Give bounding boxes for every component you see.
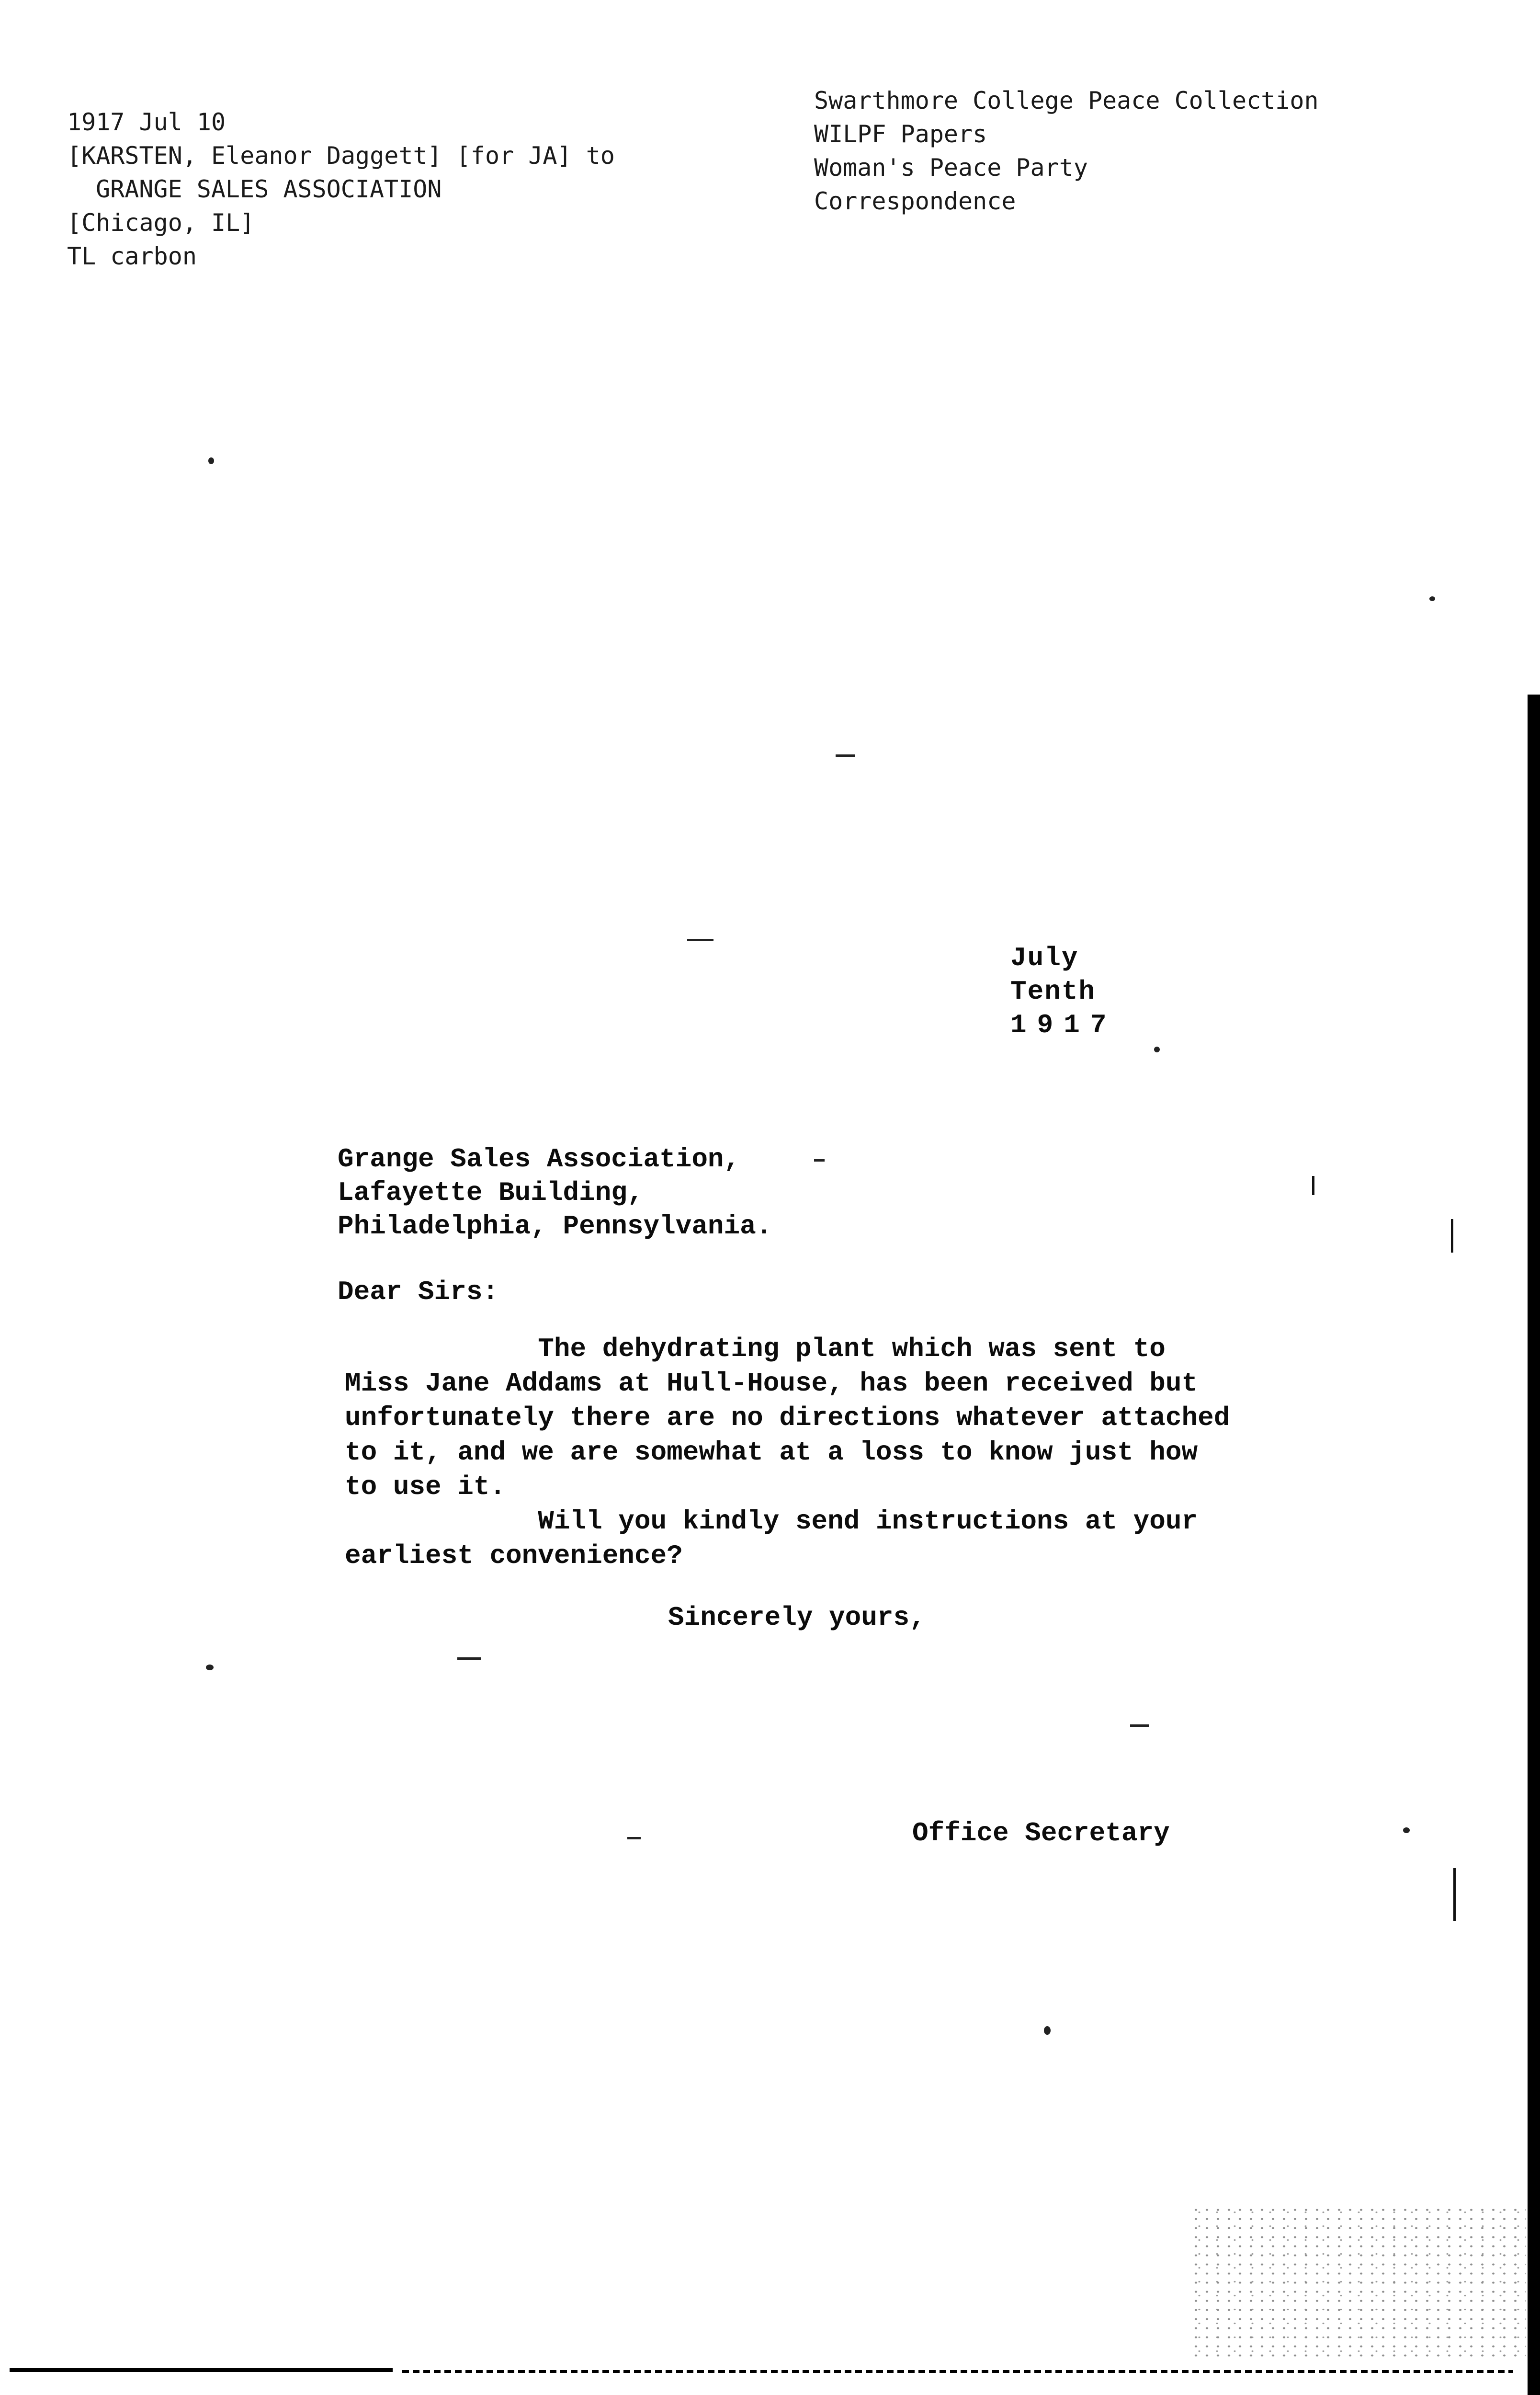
scan-speck: [1044, 2026, 1051, 2035]
scan-speck: [1429, 596, 1435, 601]
scan-mark: [1312, 1176, 1314, 1195]
date-month: July: [1010, 943, 1079, 973]
salutation: Dear Sirs:: [338, 1277, 499, 1307]
scan-noise: [1190, 2205, 1526, 2359]
collection-papers: WILPF Papers: [814, 120, 987, 148]
scan-speck: [1403, 1827, 1410, 1833]
scan-speck: [208, 457, 214, 464]
scan-speck: [1154, 1047, 1160, 1052]
archive-place-line: [Chicago, IL]: [67, 209, 255, 237]
address-line: Lafayette Building,: [338, 1177, 644, 1208]
archive-author-line: [KARSTEN, Eleanor Daggett] [for JA] to: [67, 142, 615, 170]
footer-rule: [10, 2368, 1513, 2373]
collection-series: Woman's Peace Party: [814, 154, 1088, 182]
scan-mark: [1130, 1724, 1149, 1727]
scan-speck: [206, 1665, 214, 1670]
scan-mark: [457, 1657, 481, 1660]
collection-subseries: Correspondence: [814, 187, 1016, 215]
archive-header-right: [814, 84, 1319, 218]
archive-header-left: [67, 105, 615, 273]
scan-mark: [836, 754, 855, 757]
letter-date: [1010, 941, 1117, 1042]
scan-edge: [1528, 695, 1540, 2395]
letter-paragraph-2: Will you kindly send instructions at your earliest convenience?: [345, 1506, 1198, 1571]
scan-mark: [1451, 1219, 1453, 1253]
scan-mark: [814, 1159, 825, 1162]
collection-name: Swarthmore College Peace Collection: [814, 87, 1319, 114]
address-line: Philadelphia, Pennsylvania.: [338, 1211, 772, 1242]
archive-date: 1917 Jul 10: [67, 108, 226, 136]
date-year: 1917: [1010, 1010, 1117, 1040]
scan-mark: [1453, 1868, 1456, 1921]
scan-mark: [627, 1837, 641, 1839]
recipient-address: [338, 1142, 772, 1243]
scan-mark: [687, 939, 713, 941]
letter-paragraph-1: The dehydrating plant which was sent to Miss Jane Addams at Hull-House, has been received but unfortunately there are no directions whatever attached to it, and we are somewhat at a loss to know just how to use it.: [345, 1334, 1230, 1502]
date-day: Tenth: [1010, 976, 1096, 1007]
address-line: Grange Sales Association,: [338, 1144, 740, 1175]
closing: Sincerely yours,: [668, 1602, 926, 1633]
archive-recipient-line: GRANGE SALES ASSOCIATION: [96, 175, 442, 203]
footer: [10, 2368, 1513, 2395]
archive-format-line: TL carbon: [67, 242, 197, 270]
signer-title: Office Secretary: [912, 1818, 1170, 1848]
